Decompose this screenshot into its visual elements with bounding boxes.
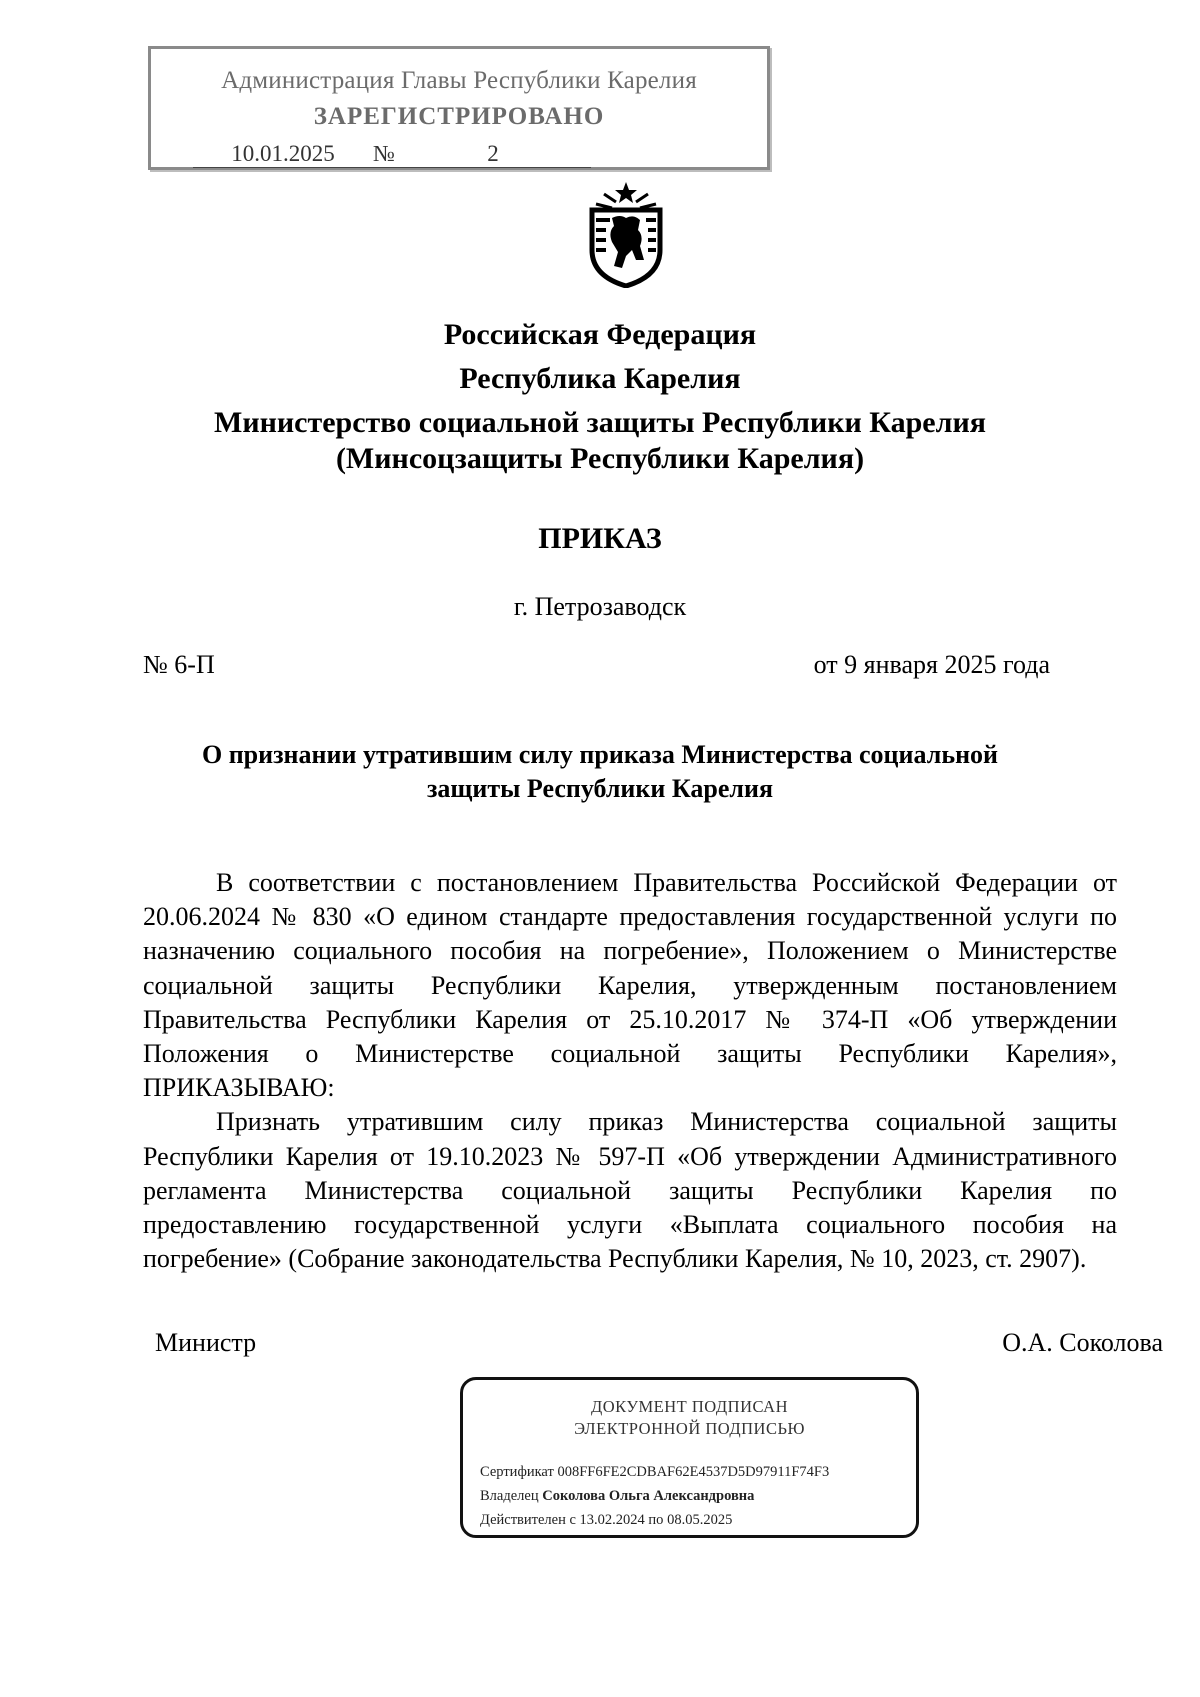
karelia-coat-of-arms-icon: [582, 180, 670, 288]
document-number: № 6-П: [143, 650, 215, 679]
header-region: Республика Карелия: [459, 362, 741, 395]
document-date: от 9 января 2025 года: [813, 650, 1050, 679]
stamp-registration-row: [193, 141, 591, 168]
signatory-name: О.А. Соколова: [1002, 1328, 1163, 1357]
esign-valid-from-label: с: [569, 1512, 576, 1528]
stamp-number-label: №: [373, 141, 395, 166]
esign-certificate-label: Сертификат: [480, 1464, 554, 1480]
esign-certificate-row: [480, 1464, 829, 1481]
esign-valid-from: 13.02.2024: [579, 1512, 645, 1528]
document-city: г. Петрозаводск: [513, 592, 687, 621]
esign-heading: ЭЛЕКТРОННОЙ ПОДПИСЬЮ: [574, 1419, 805, 1438]
esign-owner-label: Владелец: [480, 1488, 539, 1504]
stamp-status: ЗАРЕГИСТРИРОВАНО: [313, 103, 605, 130]
esign-owner: Соколова Ольга Александровна: [542, 1488, 755, 1504]
registration-stamp: [148, 46, 770, 170]
stamp-number: 2: [395, 141, 591, 168]
stamp-agency: Администрация Главы Республики Карелия: [221, 67, 697, 94]
header-ministry-short: (Минсоцзащиты Республики Карелия): [335, 442, 865, 475]
esign-heading: ДОКУМЕНТ ПОДПИСАН: [590, 1397, 788, 1416]
header-ministry: Министерство социальной защиты Республики Карелия: [214, 406, 986, 439]
esign-certificate: 008FF6FE2CDBAF62E4537D5D97911F74F3: [557, 1464, 830, 1480]
esign-valid-to-label: по: [648, 1512, 664, 1528]
esign-validity-row: [480, 1512, 732, 1529]
stamp-date: 10.01.2025: [193, 141, 373, 168]
signatory-title: Министр: [155, 1328, 257, 1357]
header-country: Российская Федерация: [443, 318, 757, 351]
document-subject-line1: О признании утратившим силу приказа Министерства социальной: [201, 740, 999, 769]
document-type: ПРИКАЗ: [538, 522, 662, 555]
esign-valid-to: 08.05.2025: [667, 1512, 733, 1528]
document-body: [143, 866, 1117, 1276]
document-subject-line2: защиты Республики Карелия: [426, 774, 774, 803]
esign-owner-row: [480, 1488, 754, 1505]
body-paragraph: В соответствии с постановлением Правительства Российской Федерации от 20.06.2024 № 830 «О едином стандарте предоставления государственной услуги по назначению социального пособия на погребение», Положением о Министерстве социальной защиты Республики Карелия, утвержденным постановлением Правительства Республики Карелия от 25.10.2017 № 374-П «Об утверждении Положения о Министерстве социальной защиты Республики Карелия», ПРИКАЗЫВАЮ:: [143, 868, 1117, 1103]
electronic-signature-stamp: [460, 1377, 919, 1538]
body-paragraph: Признать утратившим силу приказ Министерства социальной защиты Республики Карелия от 19.10.2023 № 597-П «Об утверждении Административного регламента Министерства социальной защиты Республики Карелия по предоставлению государственной услуги «Выплата социального пособия на погребение» (Собрание законодательства Республики Карелия, № 10, 2023, ст. 2907).: [143, 1107, 1117, 1274]
esign-valid-label: Действителен: [480, 1512, 566, 1528]
